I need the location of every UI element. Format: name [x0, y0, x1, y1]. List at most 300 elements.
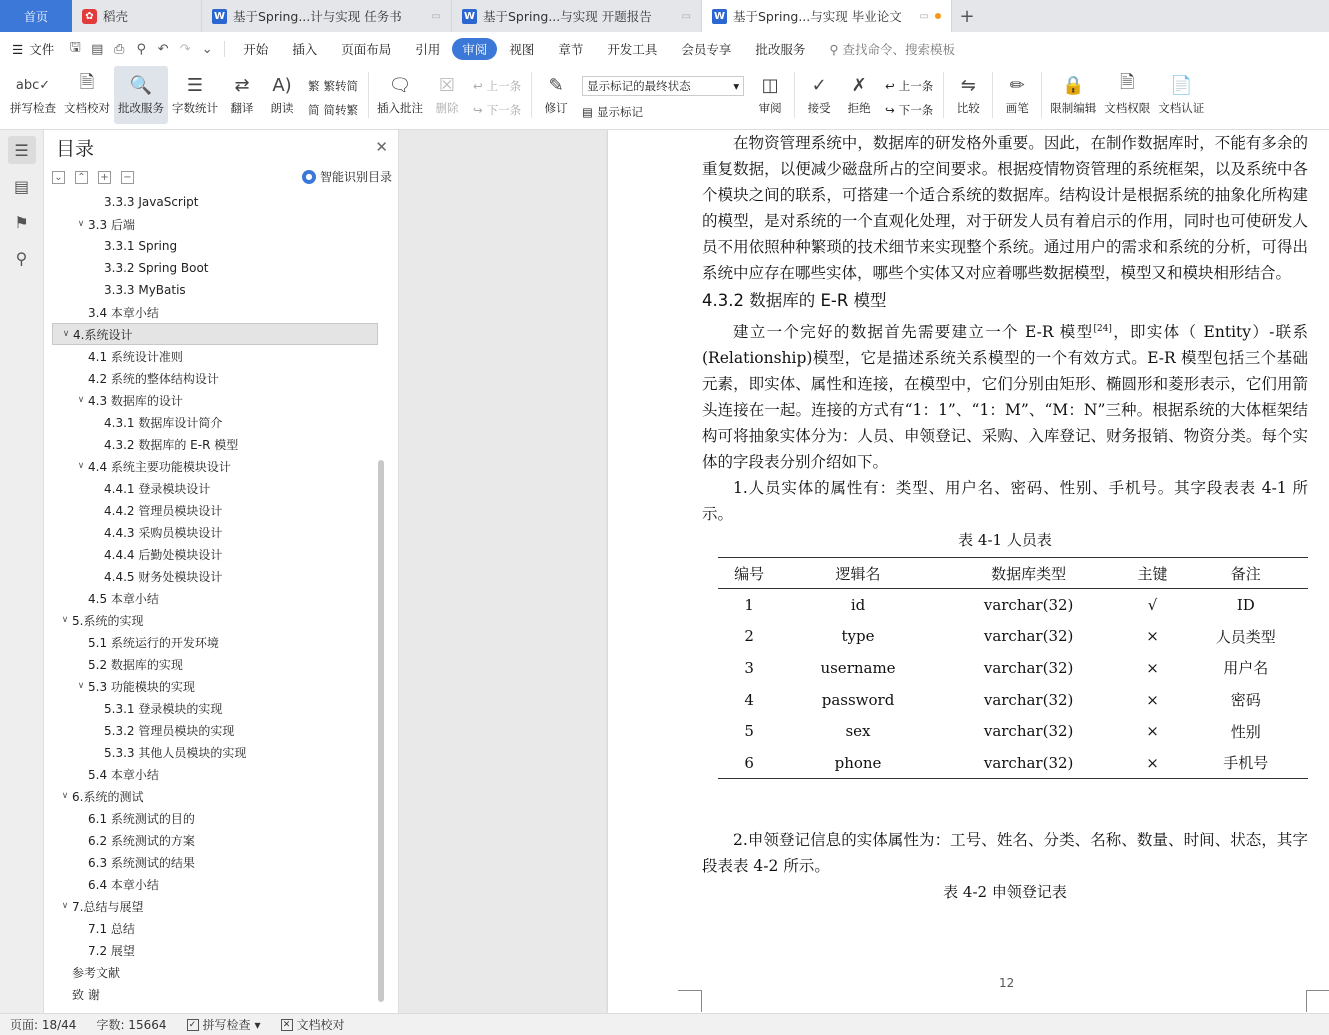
- side-icon-strip: [0, 130, 44, 1013]
- toc-item[interactable]: [52, 499, 378, 521]
- menu-developer[interactable]: 开发工具: [607, 42, 658, 57]
- toc-item-label: 4.4 系统主要功能模块设计: [88, 459, 231, 474]
- paragraph: 在物资管理系统中，数据库的研发格外重要。因此，在制作数据库时，不能有多余的重复数据，以便减少磁盘所占的空间要求。根据疫情物资管理的系统框架，以及系统中各个模块之间的联系，可搭建一个适合系统的数据库。结构设计是根据系统的抽象化所构建的模型，是对系统的一个直观化处理，对于研发人员有着启示的作用，同时也可使研发人员不用依照种种繁琐的技术细节来实现整个系统。通过用户的需求和系统的分析，可得出系统中应存在哪些实体，哪些个实体又对应着哪些数据模型，模型又和模块相形结合。: [702, 134, 1308, 282]
- menu-references[interactable]: 引用: [415, 42, 441, 57]
- menu-layout[interactable]: 页面布局: [341, 42, 392, 57]
- compare-icon: ⇋: [960, 74, 976, 96]
- toc-item-label: 6.2 系统测试的方案: [88, 833, 195, 848]
- toc-item[interactable]: [52, 917, 378, 939]
- paragraph-text: 建立一个完好的数据首先需要建立一个 E-R 模型: [733, 323, 1094, 342]
- toc-item[interactable]: [52, 961, 378, 983]
- toc-toolbar: [44, 164, 398, 190]
- divider: [368, 72, 369, 118]
- show-markup-button[interactable]: [582, 104, 744, 120]
- button-label: 接受: [807, 101, 831, 115]
- reject-button[interactable]: [839, 66, 879, 124]
- chevron-down-icon: ▾: [733, 79, 740, 93]
- tab-task-book[interactable]: [202, 0, 452, 32]
- toc-item-label: 7.总结与展望: [72, 899, 144, 914]
- toc-item-label: 5.系统的实现: [72, 613, 144, 628]
- menu-correction[interactable]: 批改服务: [755, 42, 806, 57]
- toc-item[interactable]: [52, 785, 378, 807]
- chevron-down-icon[interactable]: ∨: [77, 395, 85, 405]
- doc-proof-button[interactable]: [60, 66, 114, 124]
- home-tab[interactable]: 首页: [0, 0, 72, 32]
- lock-icon: 🔒: [1062, 74, 1085, 96]
- table-cell: sex: [845, 722, 871, 741]
- button-label: 下一条: [486, 103, 522, 117]
- menu-member[interactable]: 会员专享: [681, 42, 732, 57]
- compare-button[interactable]: [948, 66, 988, 124]
- toc-scrollbar[interactable]: [378, 460, 384, 1002]
- table-cell: ×: [1121, 747, 1183, 779]
- markup-state-value: 显示标记的最终状态: [587, 79, 691, 93]
- toc-item[interactable]: [52, 763, 378, 785]
- more-icon[interactable]: ⌄: [201, 41, 213, 57]
- doc-permission-button[interactable]: [1100, 66, 1154, 124]
- table-cell: ×: [1146, 690, 1159, 709]
- paragraph: 1.人员实体的属性有：类型、用户名、密码、性别、手机号。其字段表表 4-1 所示。: [702, 479, 1308, 524]
- toc-item-label: 5.1 系统运行的开发环境: [88, 635, 219, 650]
- prev-comment-button[interactable]: [473, 78, 521, 94]
- document-page: [608, 130, 1329, 1013]
- toc-item-label: 致 谢: [72, 987, 100, 1002]
- doc-cert-icon: 📄: [1170, 74, 1193, 96]
- toc-item-label: 7.2 展望: [88, 943, 135, 958]
- toc-item-label: 4.3.2 数据库的 E-R 模型: [104, 437, 239, 452]
- collapse-all-icon[interactable]: ⌄: [52, 171, 65, 184]
- toc-item-label: 6.1 系统测试的目的: [88, 811, 195, 826]
- table-cell: ×: [1146, 722, 1159, 741]
- bookmark-icon[interactable]: ⚑: [14, 212, 29, 232]
- command-search-label: 查找命令、搜索模板: [842, 42, 956, 57]
- translate-icon: ⇄: [234, 74, 250, 96]
- prev-change-icon: ↩: [885, 79, 895, 93]
- toc-item[interactable]: [52, 983, 378, 1005]
- toc-item[interactable]: [52, 433, 378, 455]
- accept-icon: ✓: [811, 74, 827, 96]
- status-spell-check[interactable]: [187, 1016, 261, 1033]
- toc-item[interactable]: [52, 675, 378, 697]
- table-cell: varchar(32): [983, 627, 1074, 646]
- table-cell: 1: [744, 595, 754, 614]
- table-cell: 5: [744, 722, 754, 741]
- toc-panel-icon[interactable]: ☰: [8, 136, 36, 164]
- button-label: 上一条: [486, 79, 522, 93]
- status-doc-proof[interactable]: [281, 1016, 345, 1033]
- accept-button[interactable]: [799, 66, 839, 124]
- divider: [1041, 72, 1042, 118]
- toc-item-label: 4.1 系统设计准则: [88, 349, 183, 364]
- comment-nav-group: [467, 66, 527, 124]
- toc-item-label: 4.4.2 管理员模块设计: [104, 503, 223, 518]
- track-changes-icon: ✎: [548, 74, 564, 96]
- document-area: [400, 130, 1329, 1013]
- writer-doc-icon: W: [713, 10, 726, 22]
- button-label: 插入批注: [377, 101, 423, 115]
- remove-level-icon[interactable]: −: [121, 171, 134, 184]
- chevron-down-icon[interactable]: ∨: [77, 219, 85, 229]
- tab-title: 稻壳: [103, 9, 129, 24]
- button-label: 批改服务: [118, 101, 164, 115]
- toc-title: 目录: [56, 137, 95, 160]
- read-aloud-button[interactable]: [262, 66, 302, 124]
- toc-item-label: 5.2 数据库的实现: [88, 657, 183, 672]
- insert-comment-button[interactable]: [373, 66, 427, 124]
- chevron-down-icon[interactable]: ∨: [61, 791, 69, 801]
- toc-item[interactable]: [52, 323, 378, 345]
- chevron-down-icon[interactable]: ∨: [62, 329, 70, 339]
- table-cell: 密码: [1230, 691, 1261, 710]
- delete-comment-button[interactable]: [427, 66, 467, 124]
- crop-mark: [678, 990, 702, 1012]
- add-level-icon[interactable]: +: [98, 171, 111, 184]
- smart-toc-icon: ●: [302, 170, 316, 184]
- table-row: [718, 652, 1308, 684]
- toc-item-label: 4.4.5 财务处模块设计: [104, 569, 223, 584]
- toc-item-label: 5.3.2 管理员模块的实现: [104, 723, 235, 738]
- table-cell: ID: [1236, 595, 1255, 614]
- toc-item[interactable]: [52, 609, 378, 631]
- button-label: 修订: [544, 101, 568, 115]
- table-cell: 6: [718, 747, 780, 779]
- toc-item-label: 4.4.4 后勤处模块设计: [104, 547, 223, 562]
- undo-icon[interactable]: ↶: [157, 41, 169, 57]
- column-header: 备注: [1184, 558, 1308, 589]
- crop-mark: [1306, 990, 1329, 1012]
- toc-item-label: 5.3.1 登录模块的实现: [104, 701, 223, 716]
- chevron-down-icon[interactable]: ∨: [77, 461, 85, 471]
- table-cell: 2: [744, 627, 754, 646]
- toc-item-label: 4.2 系统的整体结构设计: [88, 371, 219, 386]
- save-icon[interactable]: 🖫: [69, 40, 81, 55]
- table-cell: varchar(32): [983, 690, 1074, 709]
- button-label: 拼写检查: [10, 101, 56, 115]
- button-label: 字数统计: [172, 101, 218, 115]
- table-row: [718, 747, 1308, 779]
- divider: [992, 72, 993, 118]
- expand-up-icon[interactable]: ⌃: [75, 171, 88, 184]
- next-change-icon: ↪: [885, 103, 895, 117]
- toc-item-label: 4.系统设计: [73, 327, 133, 342]
- table-row: [718, 620, 1308, 652]
- toc-item-label: 4.3 数据库的设计: [88, 393, 183, 408]
- table-cell: password: [821, 690, 895, 709]
- toc-item[interactable]: [52, 235, 378, 257]
- toc-item-label: 7.1 总结: [88, 921, 135, 936]
- simp-to-trad-button[interactable]: [308, 102, 358, 118]
- toc-item[interactable]: [52, 389, 378, 411]
- toc-item-label: 参考文献: [72, 965, 121, 980]
- toc-item[interactable]: [52, 697, 378, 719]
- button-label: 删除: [435, 101, 459, 115]
- toc-item-label: 4.4.1 登录模块设计: [104, 481, 211, 496]
- chinese-conversion-group: [302, 66, 364, 124]
- button-label: 翻译: [230, 101, 254, 115]
- toc-item-label: 4.4.3 采购员模块设计: [104, 525, 223, 540]
- divider: [224, 41, 225, 57]
- tab-title: 基于Spring...与实现 开题报告: [483, 9, 652, 24]
- translate-button[interactable]: [222, 66, 262, 124]
- export-icon[interactable]: ▤: [91, 41, 104, 57]
- section-heading: 4.3.2 数据库的 E-R 模型: [702, 291, 887, 310]
- table-cell: √: [1147, 595, 1158, 614]
- tab-monitor-icon: ▭: [431, 10, 441, 22]
- column-header: 编号: [718, 558, 780, 589]
- menu-view[interactable]: 视图: [509, 42, 535, 57]
- close-icon[interactable]: ✕: [375, 138, 388, 156]
- writer-doc-icon: W: [213, 10, 226, 22]
- review-service-icon: 🔍: [129, 74, 153, 96]
- toc-item-label: 5.3.3 其他人员模块的实现: [104, 745, 247, 760]
- toc-item[interactable]: [52, 587, 378, 609]
- trad-to-simp-icon: 繁: [308, 79, 320, 93]
- chevron-down-icon[interactable]: ∨: [61, 615, 69, 625]
- read-aloud-icon: A): [272, 74, 292, 96]
- next-change-button[interactable]: [885, 102, 933, 118]
- chevron-down-icon[interactable]: ∨: [61, 901, 69, 911]
- restrict-edit-button[interactable]: [1046, 66, 1100, 124]
- table-header-row: [718, 558, 1308, 589]
- tab-title: 基于Spring...计与实现 任务书: [233, 9, 402, 24]
- doc-proof-icon: ✕: [281, 1019, 293, 1031]
- markup-group: [576, 66, 750, 124]
- search-icon: ⚲: [829, 41, 839, 57]
- table-cell: 人员类型: [1215, 627, 1276, 646]
- toc-item[interactable]: [52, 411, 378, 433]
- button-label: 繁转简: [323, 79, 358, 93]
- divider: [943, 72, 944, 118]
- toc-item[interactable]: [52, 895, 378, 917]
- table-row: [718, 589, 1308, 621]
- toc-item-label: 4.3.1 数据库设计简介: [104, 415, 223, 430]
- divider: [531, 72, 532, 118]
- column-header: 主键: [1121, 558, 1183, 589]
- markup-state-select[interactable]: [582, 76, 744, 96]
- doc-proof-icon: 🗎: [79, 72, 95, 93]
- toc-item[interactable]: [52, 873, 378, 895]
- menu-section[interactable]: 章节: [558, 42, 584, 57]
- simp-to-trad-icon: 简: [308, 103, 320, 117]
- unsaved-dot-icon: [935, 13, 941, 19]
- toc-item[interactable]: [52, 719, 378, 741]
- table-cell: id: [850, 595, 866, 614]
- tab-title: 基于Spring...与实现 毕业论文: [733, 9, 902, 24]
- comment-delete-icon: ☒: [438, 74, 456, 96]
- divider: [794, 72, 795, 118]
- toc-item-label: 3.3.1 Spring: [104, 239, 178, 253]
- preview-icon[interactable]: ⚲: [136, 41, 146, 57]
- button-label: 下一条: [898, 103, 934, 117]
- tab-thesis[interactable]: [702, 0, 952, 32]
- table-cell: 3: [744, 658, 754, 677]
- table-cell: varchar(32): [983, 658, 1074, 677]
- toc-item[interactable]: [52, 543, 378, 565]
- toc-item-label: 6.系统的测试: [72, 789, 144, 804]
- show-markup-icon: ▤: [582, 105, 594, 119]
- chevron-down-icon[interactable]: ∨: [77, 681, 85, 691]
- table-cell: 手机号: [1184, 747, 1308, 779]
- toc-item[interactable]: [52, 477, 378, 499]
- print-icon[interactable]: ⎙: [114, 41, 125, 57]
- spell-check-icon: abc✓: [15, 77, 51, 93]
- paragraph: [702, 316, 1308, 475]
- spell-check-button[interactable]: [6, 66, 60, 124]
- button-label: 拒绝: [847, 101, 871, 115]
- toc-item[interactable]: [52, 301, 378, 323]
- toc-item[interactable]: [52, 345, 378, 367]
- next-comment-button[interactable]: [473, 102, 521, 118]
- add-tab-button[interactable]: +: [959, 5, 975, 27]
- table-row: [718, 715, 1308, 747]
- search-icon[interactable]: ⚲: [15, 248, 28, 268]
- redo-icon[interactable]: ↷: [179, 41, 191, 57]
- toc-item-label: 3.3.3 MyBatis: [104, 283, 186, 297]
- word-count-indicator[interactable]: 字数: 15664: [96, 1018, 167, 1032]
- word-count-icon: ☰: [186, 74, 204, 96]
- table-cell: 性别: [1230, 722, 1261, 741]
- smart-toc-button[interactable]: [302, 168, 392, 185]
- button-label: 文档校对: [64, 101, 110, 115]
- table-cell: ×: [1146, 658, 1159, 677]
- track-changes-button[interactable]: [536, 66, 576, 124]
- command-search[interactable]: [829, 40, 955, 58]
- word-count-button[interactable]: [168, 66, 222, 124]
- button-label: 限制编辑: [1050, 101, 1097, 115]
- toc-item[interactable]: [52, 851, 378, 873]
- button-label: 审阅: [758, 101, 782, 115]
- toc-item[interactable]: [52, 741, 378, 763]
- table-cell: phone: [780, 747, 936, 779]
- table-cell: type: [841, 627, 875, 646]
- toc-item[interactable]: [52, 257, 378, 279]
- toc-item-label: 5.4 本章小结: [88, 767, 159, 782]
- reject-icon: ✗: [851, 74, 867, 96]
- table-cell: varchar(32): [983, 722, 1074, 741]
- hamburger-icon: ☰: [12, 41, 24, 57]
- spell-check-icon: ✓: [187, 1019, 199, 1031]
- table-caption: 表 4-2 申领登记表: [943, 883, 1067, 902]
- toc-item-label: 3.4 本章小结: [88, 305, 159, 320]
- document-body[interactable]: [702, 130, 1308, 905]
- toc-item[interactable]: [52, 213, 378, 235]
- toc-item-label: 3.3.3 JavaScript: [104, 195, 199, 209]
- toc-item[interactable]: [52, 279, 378, 301]
- table-cell: 4: [744, 690, 754, 709]
- toc-item[interactable]: [52, 191, 378, 213]
- chevron-down-icon: ▾: [254, 1017, 261, 1032]
- tab-monitor-icon: ▭: [919, 10, 929, 22]
- toc-item[interactable]: [52, 455, 378, 477]
- doc-cert-button[interactable]: [1154, 66, 1208, 124]
- button-label: 显示标记: [597, 105, 644, 119]
- status-proof-label: 文档校对: [296, 1018, 345, 1032]
- toc-item-label: 3.3 后端: [88, 217, 135, 232]
- toc-item[interactable]: [52, 565, 378, 587]
- toc-panel: [44, 130, 399, 1013]
- pen-button[interactable]: [997, 66, 1037, 124]
- page-number: 12: [999, 976, 1015, 990]
- column-header: 逻辑名: [780, 558, 936, 589]
- trad-to-simp-button[interactable]: [308, 78, 358, 94]
- button-label: 上一条: [898, 79, 934, 93]
- doc-permission-icon: 🗎: [1120, 72, 1135, 93]
- table-cell: ×: [1146, 627, 1159, 646]
- status-spell-label: 拼写检查: [202, 1018, 251, 1032]
- citation: [24]: [1093, 324, 1112, 334]
- writer-doc-icon: W: [463, 10, 476, 22]
- file-menu-label: 文件: [29, 42, 55, 57]
- tab-bar: [0, 0, 1329, 32]
- tab-proposal[interactable]: [452, 0, 702, 32]
- smart-toc-label: 智能识别目录: [319, 170, 392, 184]
- column-header: 数据库类型: [936, 558, 1122, 589]
- tab-docer[interactable]: [72, 0, 202, 32]
- toc-item-label: 3.3.2 Spring Boot: [104, 261, 209, 275]
- toc-item[interactable]: [52, 521, 378, 543]
- change-nav-group: [879, 66, 939, 124]
- personnel-table: [718, 557, 1308, 779]
- toc-item-label: 6.4 本章小结: [88, 877, 159, 892]
- toc-item[interactable]: [52, 829, 378, 851]
- next-comment-icon: ↪: [473, 103, 483, 117]
- toc-item[interactable]: [52, 631, 378, 653]
- table-cell: varchar(32): [983, 595, 1074, 614]
- button-label: 文档权限: [1104, 101, 1151, 115]
- button-label: 朗读: [270, 101, 294, 115]
- chapter-nav-icon[interactable]: ▤: [13, 176, 30, 196]
- toc-item[interactable]: [52, 653, 378, 675]
- review-service-button[interactable]: [114, 66, 168, 124]
- file-menu[interactable]: [12, 40, 54, 58]
- toc-item-label: 5.3 功能模块的实现: [88, 679, 195, 694]
- docer-icon: ✿: [82, 9, 97, 24]
- menu-home[interactable]: 开始: [243, 42, 269, 57]
- paragraph-text: ，即实体（ Entity）-联系(Relationship)模型，它是描述系统关系模型的一个有效方式。E-R 模型包括三个基础元素，即实体、属性和连接，在模型中，它们分别由矩形、椭圆形和菱形表示，它们用箭头连接在一起。连接的方式有“1：1”、“1：M”、“M：N”三种。根据系统的大体框架结构可将抽象实体分为：人员、申领登记、采购、入库登记、财务报销、物资分类。每个实体的字段表分别介绍如下。: [702, 323, 1308, 472]
- tab-monitor-icon: ▭: [681, 10, 691, 22]
- prev-change-button[interactable]: [885, 78, 933, 94]
- status-bar: [0, 1013, 1329, 1035]
- comment-add-icon: 🗨: [388, 74, 412, 96]
- table-caption: 表 4-1 人员表: [958, 531, 1052, 550]
- table-cell: username: [820, 658, 896, 677]
- toc-item[interactable]: [52, 807, 378, 829]
- table-row: [718, 684, 1308, 716]
- button-label: 画笔: [1005, 101, 1029, 115]
- toc-item[interactable]: [52, 939, 378, 961]
- page-indicator[interactable]: 页面: 18/44: [10, 1018, 77, 1032]
- button-label: 比较: [956, 101, 980, 115]
- review-pane-icon: ◫: [761, 74, 779, 96]
- menu-bar: [0, 32, 1329, 66]
- toc-item-label: 6.3 系统测试的结果: [88, 855, 195, 870]
- table-cell: 用户名: [1223, 659, 1269, 678]
- review-pane-button[interactable]: [750, 66, 790, 124]
- toc-item-label: 4.5 本章小结: [88, 591, 159, 606]
- menu-insert[interactable]: 插入: [292, 42, 318, 57]
- menu-review[interactable]: 审阅: [452, 38, 497, 60]
- button-label: 文档认证: [1158, 101, 1205, 115]
- paragraph: 2.申领登记信息的实体属性为：工号、姓名、分类、名称、数量、时间、状态，其字段表表 4-2 所示。: [702, 831, 1308, 876]
- toc-list: [52, 191, 378, 1011]
- table-cell: varchar(32): [936, 747, 1122, 779]
- pen-icon: ✏: [1009, 74, 1025, 96]
- prev-comment-icon: ↩: [473, 79, 483, 93]
- review-ribbon: [0, 66, 1329, 130]
- toc-item[interactable]: [52, 367, 378, 389]
- toc-header: [44, 130, 398, 164]
- button-label: 简转繁: [323, 103, 358, 117]
